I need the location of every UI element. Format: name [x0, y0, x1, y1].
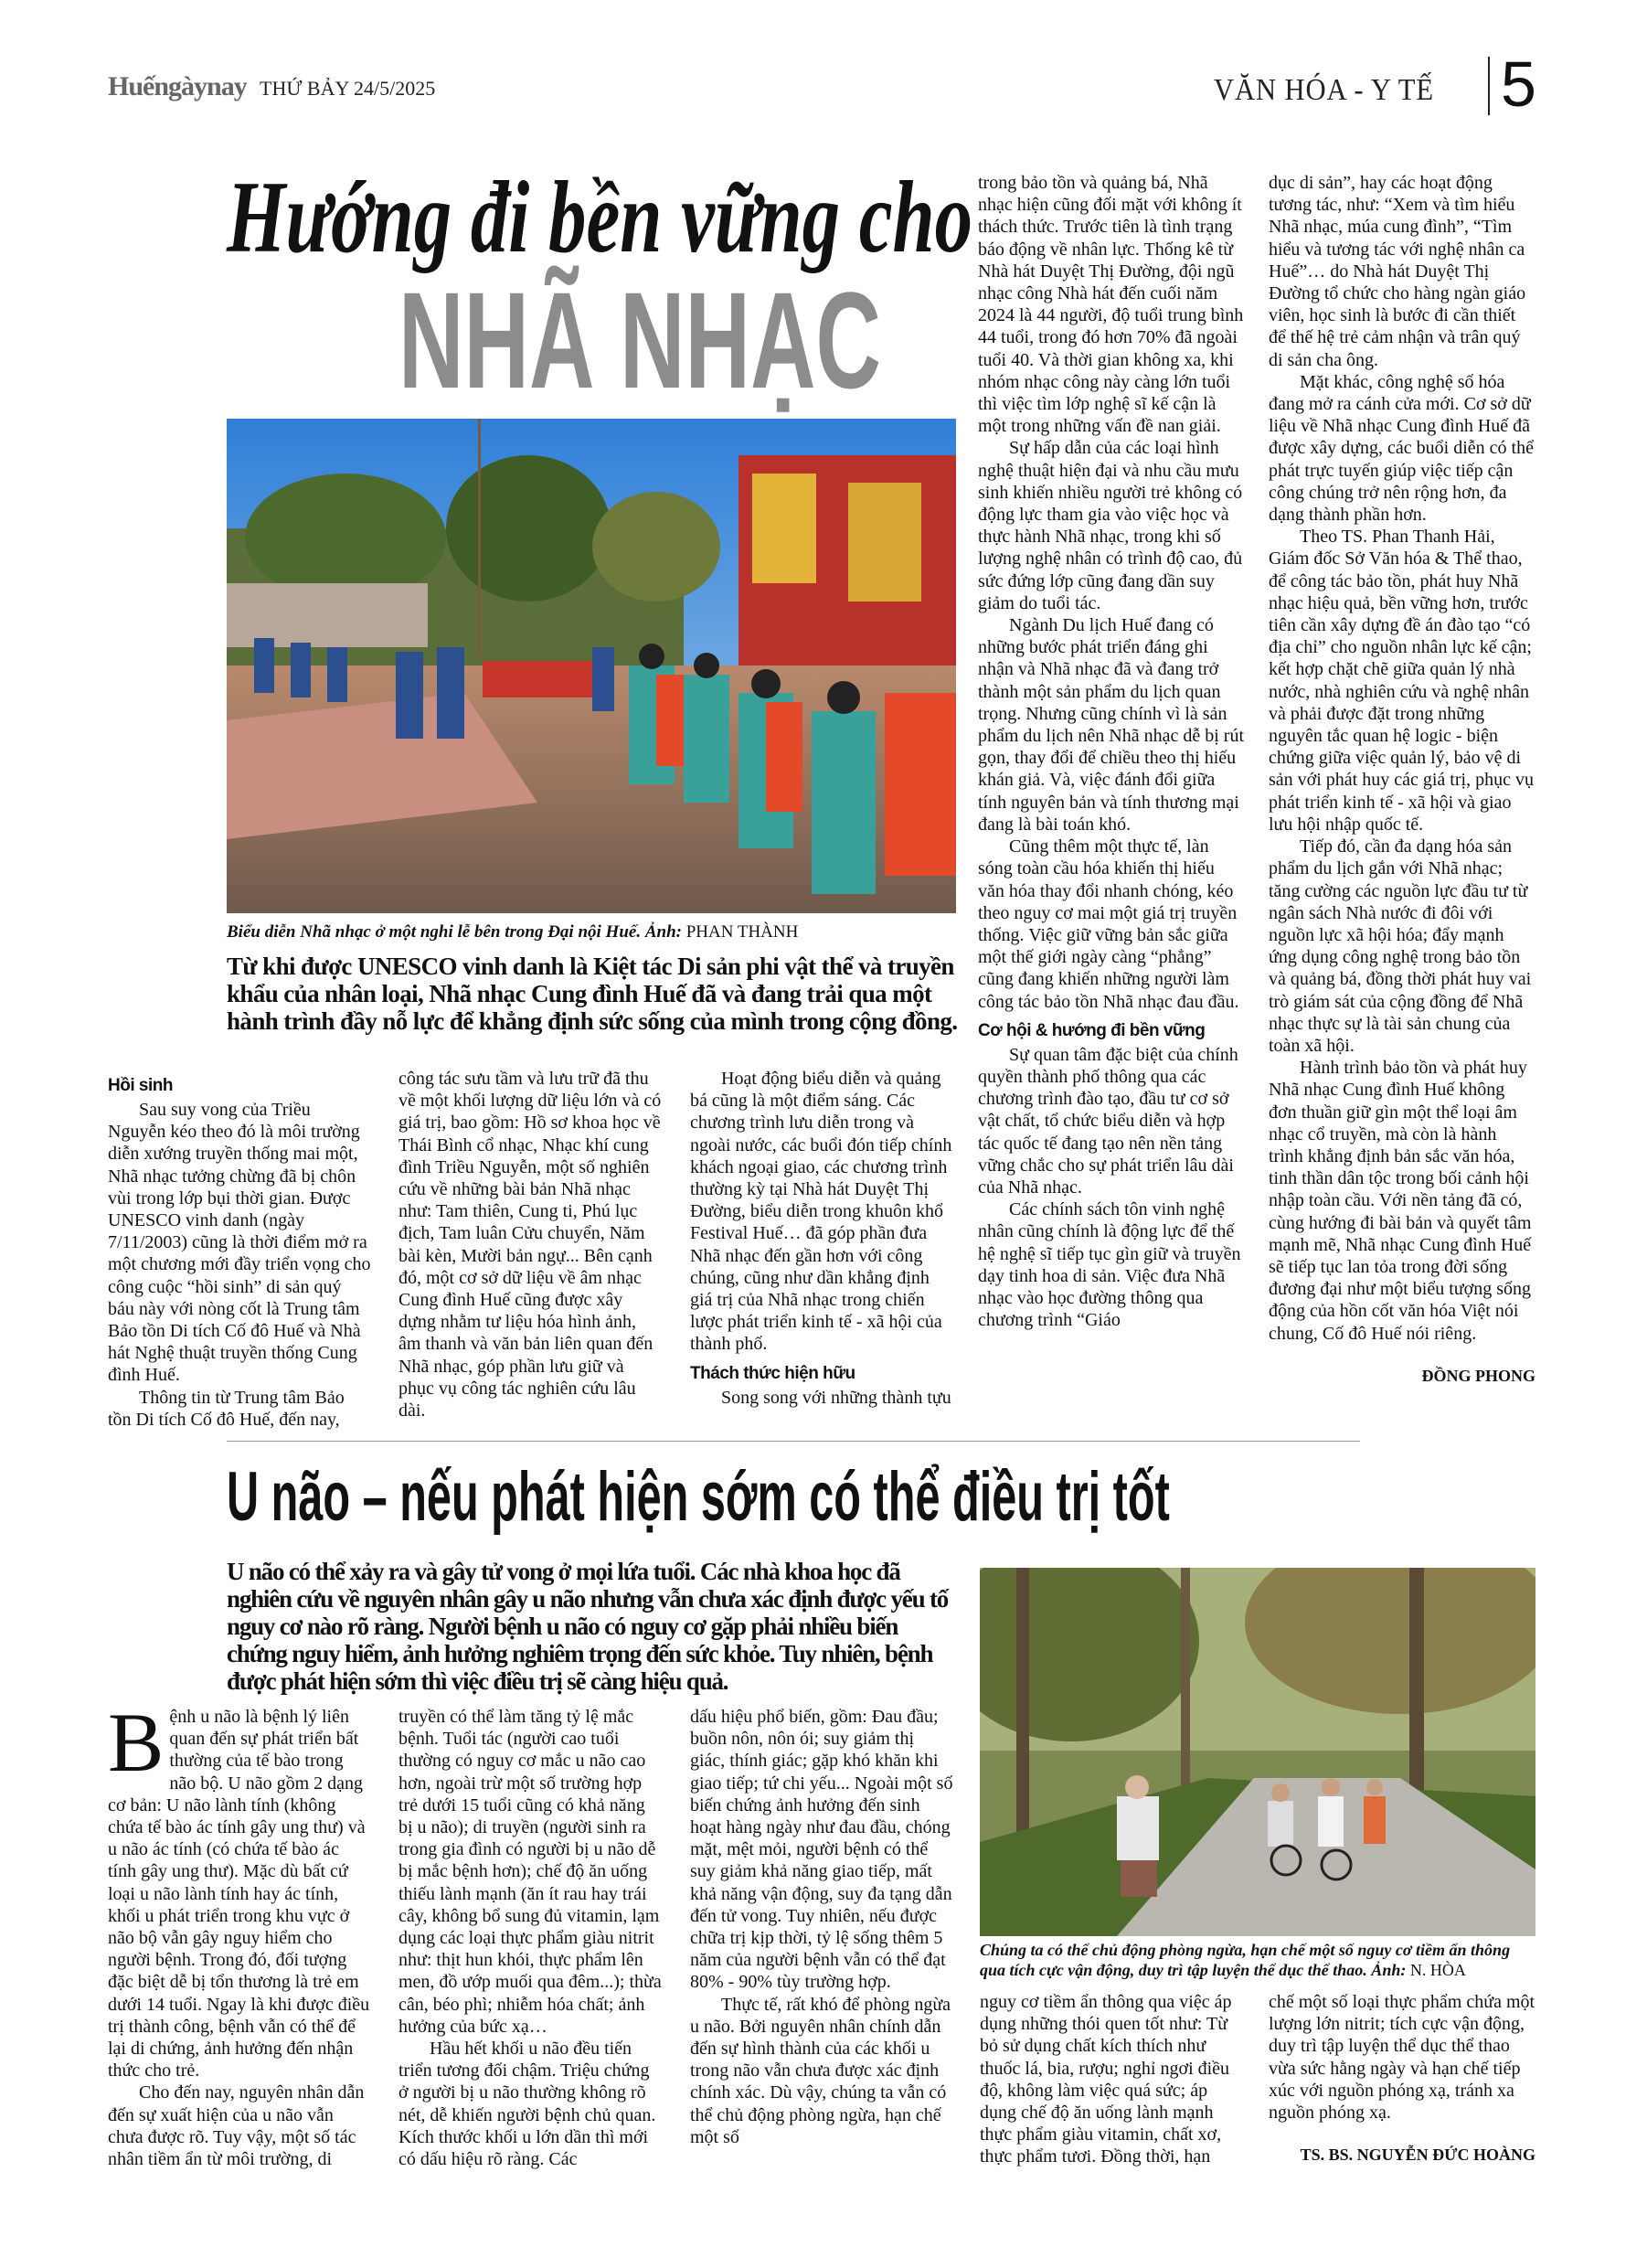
article1-lead: Từ khi được UNESCO vinh danh là Kiệt tác Di sản phi vật thể và truyền khẩu của nhân loại, Nhã nhạc Cung đình Huế đã và đang trải qua một hành trình đầy nỗ lực để khẳng định sức sống của mình trong cộng đồng. [227, 953, 958, 1035]
paragraph: truyền có thể làm tăng tỷ lệ mắc bệnh. Tuổi tác (người cao tuổi thường có nguy cơ mắc u não cao hơn, ngoài trừ một số trường hợp trẻ dưới 15 tuổi cũng có khả năng bị u não); di truyền (người sinh ra trong gia đình có người bị u não dễ bị mắc bệnh hơn); chế độ ăn uống thiếu lành mạnh (ăn ít rau hay trái cây, không bổ sung đủ vitamin, lạm dụng các loại thực phẩm giàu nitrit như: thịt hun khói, thực phẩm lên men, đồ ướp muối qua đêm...); thừa cân, béo phì; nhiễm hóa chất; ảnh hưởng của bức xạ… [398, 1707, 662, 2037]
article2-title: U não – nếu phát hiện sớm có thể điều trị tốt [227, 1458, 1170, 1536]
author-byline: TS. BS. NGUYỄN ĐỨC HOÀNG [1300, 2146, 1535, 2165]
photo-credit: N. HÒA [1409, 1961, 1466, 1979]
paragraph: Sự quan tâm đặc biệt của chính quyền thành phố thông qua các chương trình đào tạo, đầu tư cơ sở vật chất, tổ chức biểu diễn và hợp tác quốc tế đang tạo nên nền tảng vững chắc cho sự phát triển lâu dài của Nhã nhạc. [978, 1044, 1238, 1198]
paragraph: Ngành Du lịch Huế đang có những bước phát triển đáng ghi nhận và Nhã nhạc đã và đang trở thành một sản phẩm du lịch quan trọng. Nhưng cũng chính vì là sản phẩm du lịch nên Nhã nhạc dễ bị rút gọn, thay đổi để chiều theo thị hiếu khán giả. Và, việc đánh đổi giữa tính nguyên bản và tính thương mại đang là bài toán khó. [978, 615, 1245, 835]
article2-column-1 [108, 1696, 371, 2170]
article2-column-4 [980, 1991, 1243, 2168]
photo-credit: PHAN THÀNH [685, 922, 799, 942]
paragraph: công tác sưu tầm và lưu trữ đã thu về một khối lượng dữ liệu lớn và có giá trị, bao gồm: Hồ sơ khoa học về Thái Bình cổ nhạc, Nhạc khí cung đình Triều Nguyễn, một số nghiên cứu về những bài bản Nhã nhạc như: Tam thiên, Cung ti, Phú lục địch, Tam luân Cửu chuyển, Năm bài kèn, Mười bản ngự... Bên cạnh đó, một cơ sở dữ liệu về âm nhạc Cung đình Huế cũng được xây dựng nhằm tư liệu hóa hình ảnh, âm thanh và văn bản liên quan đến Nhã nhạc, góp phần lưu giữ và phục vụ công tác nghiên cứu lâu dài. [398, 1069, 662, 1421]
issue-date: THỨ BẢY 24/5/2025 [260, 77, 436, 100]
paragraph: chế một số loại thực phẩm chứa một lượng lớn nitrit; tích cực vận động, duy trì tập luyện thể dục thể thao vừa sức hằng ngày và hạn chế tiếp xúc với nguồn phóng xạ, tránh xa nguồn phóng xạ. [1269, 1992, 1535, 2124]
subheading: Cơ hội & hướng đi bền vững [978, 1020, 1206, 1040]
paragraph: Hoạt động biểu diễn và quảng bá cũng là một điểm sáng. Các chương trình lưu diễn trong và ngoài nước, các buổi đón tiếp chính khách ngoại giao, các chương trình thường kỳ tại Nhà hát Duyệt Thị Đường, biểu diễn trong khuôn khổ Festival Huế… đã góp phần đưa Nhã nhạc đến gần hơn với công chúng, cũng như dần khẳng định giá trị của Nhã nhạc trong chiến lược phát triển kinh tế - xã hội của thành phố. [690, 1069, 952, 1355]
article-divider [227, 1441, 1360, 1442]
article1-photo-nha-nhac-ceremony [227, 419, 956, 913]
article1-column-4 [978, 172, 1245, 1331]
drop-cap: B [108, 1696, 165, 1789]
article2-photo-park-exercise [980, 1568, 1535, 1936]
paragraph: Cho đến nay, nguyên nhân dẫn đến sự xuất hiện của u não vẫn chưa được rõ. Tuy vậy, một số tác nhân tiềm ẩn từ môi trường, di [108, 2082, 365, 2170]
article2-photo-caption [980, 1940, 1537, 1980]
paragraph: Song song với những thành tựu [721, 1387, 951, 1408]
paragraph-text: ệnh u não là bệnh lý liên quan đến sự phát triển bất thường của tế bào trong não bộ. U não gồm 2 dạng cơ bản: U não lành tính (không chứa tế bào ác tính gây ung thư) và u não ác tính (có chứa tế bào ác tính gây ung thư). Mặc dù bất cứ loại u não lành tính hay ác tính, khối u phát triển trong khu vực ở não bộ vẫn gây nguy hiểm cho người bệnh. Trong đó, đối tượng đặc biệt dễ bị tổn thương là trẻ em dưới 14 tuổi. Ngay là khi được điều trị thành công, bệnh vẫn có thể để lại di chứng, ảnh hưởng đến nhận thức cho trẻ. [108, 1707, 370, 2082]
paragraph: dục di sản”, hay các hoạt động tương tác, như: “Xem và tìm hiểu Nhã nhạc, múa cung đình”, “Tìm hiểu và tương tác với nghệ nhân ca Huế”… do Nhà hát Duyệt Thị Đường tổ chức cho hàng ngàn giáo viên, học sinh là bước đi cần thiết để thế hệ trẻ cảm nhận và trân quý di sản cha ông. [1269, 173, 1526, 370]
paragraph: Tiếp đó, cần đa dạng hóa sản phẩm du lịch gắn với Nhã nhạc; tăng cường các nguồn lực đầu tư từ ngân sách Nhà nước đi đôi với nguồn lực xã hội hóa; đẩy mạnh ứng dụng công nghệ trong bảo tồn và quảng bá, đồng thời phát huy vai trò giám sát của cộng đồng để Nhã nhạc thực sự là tài sản chung của toàn xã hội. [1269, 836, 1532, 1056]
paragraph: Mặt khác, công nghệ số hóa đang mở ra cánh cửa mới. Cơ sở dữ liệu về Nhã nhạc Cung đình Huế đã được xây dựng, các buổi diễn có thể phát trực tuyến giúp việc tiếp cận công chúng trở nên rộng hơn, đa dạng thành phần hơn. [1269, 371, 1534, 526]
paragraph: Thông tin từ Trung tâm Bảo tồn Di tích Cố đô Huế, đến nay, [108, 1387, 345, 1430]
page-number: 5 [1501, 48, 1536, 120]
article2-column-3 [690, 1706, 953, 2148]
newspaper-logo: Huếngàynay [108, 71, 247, 101]
article1-column-3 [690, 1068, 953, 1409]
subheading: Hồi sinh [108, 1076, 173, 1095]
article1-title-line2: NHÃ NHẠC [398, 263, 881, 417]
caption-text: Biểu diễn Nhã nhạc ở một nghi lễ bên trong Đại nội Huế. Ảnh: [227, 922, 682, 942]
paragraph: Hầu hết khối u não đều tiến triển tương đối chậm. Triệu chứng ở người bị u não thường không rõ nét, dễ khiến người bệnh chủ quan. Kích thước khối u lớn dần thì mới có dấu hiệu rõ ràng. Các [398, 2039, 656, 2170]
paragraph: dấu hiệu phổ biến, gồm: Đau đầu; buồn nôn, nôn ói; suy giảm thị giác, thính giác; gặp khó khăn khi giao tiếp; tứ chi yếu... Ngoài một số biến chứng ảnh hưởng đến sinh hoạt hàng ngày như đau đầu, chóng mặt, mệt mỏi, người bệnh có thể suy giảm khả năng giao tiếp, mất khả năng vận động, suy đa tạng dẫn đến tử vong. Tuy nhiên, nếu được chữa trị kịp thời, tỷ lệ sống thêm 5 năm của người bệnh vẫn có thể đạt 80% - 90% tùy trường hợp. [690, 1707, 953, 1993]
article2-column-5 [1269, 1991, 1535, 2166]
paragraph: Thực tế, rất khó để phòng ngừa u não. Bởi nguyên nhân chính dẫn đến sự hình thành của các khối u trong não vẫn chưa được xác định chính xác. Dù vậy, chúng ta vẫn có thể chủ động phòng ngừa, hạn chế một số [690, 1994, 951, 2147]
paragraph: Sau suy vong của Triều Nguyễn kéo theo đó là môi trường diễn xướng truyền thống mai một, Nhã nhạc tưởng chừng đã bị chôn vùi trong lớp bụi thời gian. Được UNESCO vinh danh (ngày 7/11/2003) cũng là thời điểm mở ra một chương mới đầy triển vọng cho công cuộc “hồi sinh” di sản quý báu này với nòng cốt là Trung tâm Bảo tồn Di tích Cố đô Huế và Nhà hát Nghệ thuật truyền thống Cung đình Huế. [108, 1100, 371, 1386]
paragraph: nguy cơ tiềm ẩn thông qua việc áp dụng những thói quen tốt như: Từ bỏ sử dụng chất kích thích như thuốc lá, bia, rượu; nghỉ ngơi điều độ, không làm việc quá sức; áp dụng chế độ ăn uống lành mạnh thực phẩm giàu vitamin, chất xơ, thực phẩm tươi. Đồng thời, hạn [980, 1992, 1232, 2167]
paragraph: Các chính sách tôn vinh nghệ nhân cũng chính là động lực để thế hệ nghệ sĩ tiếp tục gìn giữ và truyền dạy tinh hoa di sản. Việc đưa Nhã nhạc vào học đường thông qua chương trình “Giáo [978, 1199, 1241, 1331]
article1-column-2 [398, 1068, 662, 1421]
article2-column-2 [398, 1706, 662, 2170]
paragraph: Theo TS. Phan Thanh Hải, Giám đốc Sở Văn hóa & Thể thao, để công tác bảo tồn, phát huy Nhã nhạc hiệu quả, bền vững hơn, trước tiên cần xây dựng đề án đào tạo “có địa chỉ” cho nguồn nhân lực kế cận; kết hợp chặt chẽ giữa quản lý nhà nước, nhà nghiên cứu và nghệ nhân và phải được đặt trong những nguyên tắc quan hệ logic - biện chứng giữa việc quản lý, bảo vệ di sản với phát huy các giá trị, phục vụ phát triển kinh tế - xã hội và giao lưu hội nhập quốc tế. [1269, 527, 1534, 835]
article1-photo-caption [227, 921, 798, 943]
paragraph: Sự hấp dẫn của các loại hình nghệ thuật hiện đại và nhu cầu mưu sinh khiến nhiều người trẻ không có động lực tham gia vào việc học và thực hành Nhã nhạc, trong khi số lượng nghệ nhân có trình độ cao, đủ sức đứng lớp cũng đang dần suy giảm do tuổi tác. [978, 438, 1243, 613]
article1-column-1 [108, 1068, 371, 1431]
paragraph: Cũng thêm một thực tế, làn sóng toàn cầu hóa khiến thị hiếu văn hóa thay đổi nhanh chóng, kéo theo nguy cơ mai một giá trị truyền thống. Việc giữ vững bản sắc giữa một thế giới ngày càng “phẳng” cũng đang khiến những người làm công tác bảo tồn Nhã nhạc đau đầu. [978, 836, 1239, 1012]
author-byline: ĐỒNG PHONG [1421, 1366, 1535, 1385]
article2-lead: U não có thể xảy ra và gây tử vong ở mọi lứa tuổi. Các nhà khoa học đã nghiên cứu về nguyên nhân gây u não nhưng vẫn chưa xác định được yếu tố nguy cơ nào rõ ràng. Người bệnh u não có nguy cơ gặp phải nhiều biến chứng nguy hiểm, ảnh hưởng nghiêm trọng đến sức khỏe. Tuy nhiên, bệnh được phát hiện sớm thì việc điều trị sẽ càng hiệu quả. [227, 1558, 949, 1695]
subheading: Thách thức hiện hữu [690, 1363, 855, 1383]
caption-text: Chúng ta có thể chủ động phòng ngừa, hạn chế một số nguy cơ tiềm ẩn thông qua tích cực vận động, duy trì tập luyện thể dục thể thao. Ảnh: [980, 1941, 1511, 1979]
article1-title-line1: Hướng đi bền vững cho [227, 161, 973, 274]
page-number-divider [1488, 57, 1490, 115]
article1-column-5 [1269, 172, 1535, 1387]
paragraph: trong bảo tồn và quảng bá, Nhã nhạc hiện cũng đối mặt với không ít thách thức. Trước tiên là tình trạng báo động về nhân lực. Thống kê từ Nhà hát Duyệt Thị Đường, đội ngũ nhạc công Nhà hát đến cuối năm 2024 là 44 người, độ tuổi trung bình 44 tuổi, trong đó hơn 70% đã ngoài tuổi 40. Và thời gian không xa, khi nhóm nhạc công này càng lớn tuổi thì việc tìm lớp nghệ sĩ kế cận là một trong những vấn đề nan giải. [978, 173, 1244, 437]
paragraph-with-dropcap [108, 1696, 371, 2082]
paragraph: Hành trình bảo tồn và phát huy Nhã nhạc Cung đình Huế không đơn thuần giữ gìn một thể loại âm nhạc cổ truyền, mà còn là hành trình khẳng định bản sắc văn hóa, tinh thần dân tộc trong bối cảnh hội nhập toàn cầu. Với nền tảng đã có, cùng hướng đi bài bản và quyết tâm mạnh mẽ, Nhã nhạc Cung đình Huế sẽ tiếp tục lan tỏa trong đời sống đương đại như một biểu tượng sống động của hồn cốt văn hóa Việt nói chung, Cố đô Huế nói riêng. [1269, 1058, 1532, 1344]
section-title: VĂN HÓA - Y TẾ [1214, 73, 1434, 107]
